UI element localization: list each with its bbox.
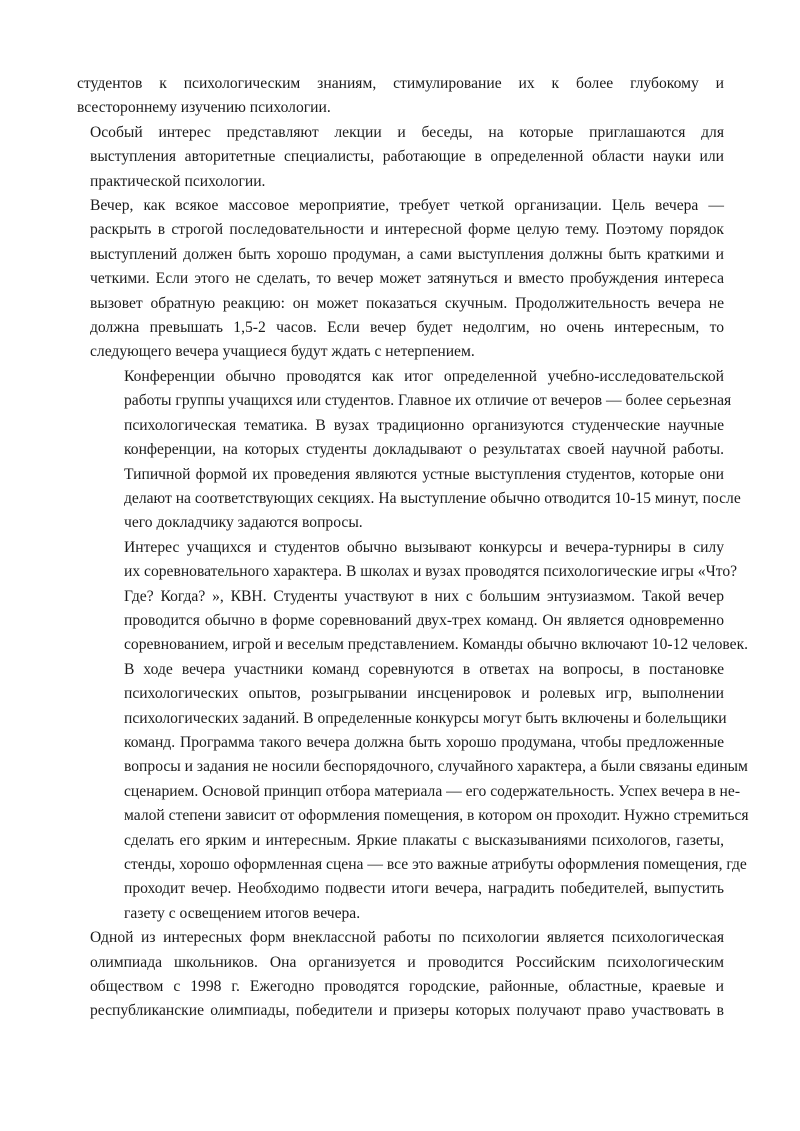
text-line: их соревновательного характера. В школах и вузах проводятся психологические игры «Что? bbox=[124, 563, 738, 581]
text-line: команд. Программа такого вечера должна быть хорошо продумана, чтобы предложенные bbox=[124, 733, 724, 751]
text-line: четкими. Если этого не сделать, то вечер может затянуться и вместо пробуждения интереса bbox=[90, 270, 724, 288]
text-line: Где? Когда? », КВН. Студенты участвуют в них с большим энтузиазмом. Такой вечер bbox=[124, 587, 724, 605]
text-line: выступления авторитетные специалисты, работающие в определенной области науки или bbox=[90, 148, 724, 166]
text-line: психологических опытов, розыгрывании инсценировок и ролевых игр, выполнении bbox=[124, 685, 724, 703]
text-line: газету с освещением итогов вечера. bbox=[124, 904, 361, 922]
text-line: практической психологии. bbox=[90, 172, 266, 190]
paragraph bbox=[77, 365, 741, 536]
paragraph bbox=[77, 121, 724, 194]
text-line: Интерес учащихся и студентов обычно вызывают конкурсы и вечера-турниры в силу bbox=[124, 538, 724, 556]
text-line: чего докладчику задаются вопросы. bbox=[124, 514, 363, 532]
text-line: раскрыть в строгой последовательности и интересной форме целую тему. Поэтому порядок bbox=[90, 221, 724, 239]
text-line: конференции, на которых студенты докладывают о результатах своей научной работы. bbox=[124, 441, 724, 459]
text-line: Одной из интересных форм внеклассной работы по психологии является психологическая bbox=[90, 929, 724, 947]
text-line: следующего вечера учащиеся будут ждать с нетерпением. bbox=[90, 343, 475, 361]
text-line: проводится обычно в форме соревнований двух-трех команд. Он является одновременно bbox=[124, 611, 724, 629]
text-line: обществом с 1998 г. Ежегодно проводятся городские, районные, областные, краевые и bbox=[90, 978, 724, 996]
text-line: Особый интерес представляют лекции и беседы, на которые приглашаются для bbox=[90, 123, 724, 141]
text-line: стенды, хорошо оформленная сцена — все это важные атрибуты оформления помещения, где bbox=[124, 856, 747, 873]
text-line: республиканские олимпиады, победители и призеры которых получают право участвовать в bbox=[90, 1002, 724, 1020]
text-line: В ходе вечера участники команд соревнуются в ответах на вопросы, в постановке bbox=[124, 660, 724, 678]
paragraph bbox=[77, 536, 749, 927]
text-line: Типичной формой их проведения являются устные выступления студентов, которые они bbox=[124, 465, 724, 483]
text-line: вызовет обратную реакцию: он может показаться скучным. Продолжительность вечера не bbox=[90, 294, 724, 312]
text-line: олимпиада школьников. Она организуется и проводится Российским психологическим bbox=[90, 953, 724, 971]
text-line: сделать его ярким и интересным. Яркие плакаты с высказываниями психологов, газеты, bbox=[124, 831, 724, 849]
document-page bbox=[77, 72, 749, 1024]
paragraph bbox=[77, 194, 724, 365]
text-line: психологических заданий. В определенные конкурсы могут быть включены и болельщики bbox=[124, 709, 727, 727]
text-line: Вечер, как всякое массовое мероприятие, требует четкой организации. Цель вечера — bbox=[90, 197, 724, 215]
text-line: проходит вечер. Необходимо подвести итоги вечера, наградить победителей, выпустить bbox=[124, 880, 724, 898]
text-line: всестороннему изучению психологии. bbox=[77, 99, 331, 117]
paragraph bbox=[77, 72, 724, 121]
text-line: делают на соответствующих секциях. На выступление обычно отводится 10-15 минут, после bbox=[124, 489, 741, 507]
text-line: вопросы и задания не носили беспорядочного, случайного характера, а были связаны единым bbox=[124, 758, 748, 776]
text-line: Конференции обычно проводятся как итог определенной учебно-исследовательской bbox=[124, 367, 724, 385]
paragraph bbox=[77, 926, 724, 1024]
text-line: должна превышать 1,5-2 часов. Если вечер будет недолгим, но очень интересным, то bbox=[90, 319, 724, 337]
text-line: работы группы учащихся или студентов. Главное их отличие от вечеров — более серьезная bbox=[124, 392, 732, 410]
text-line: соревнованием, игрой и веселым представлением. Команды обычно включают 10-12 человек. bbox=[124, 636, 749, 654]
text-line: сценарием. Основой принцип отбора материала — его содержательность. Успех вечера в не- bbox=[124, 782, 741, 800]
text-line: выступлений должен быть хорошо продуман, а сами выступления должны быть краткими и bbox=[90, 245, 724, 263]
text-line: малой степени зависит от оформления помещения, в котором он проходит. Нужно стремиться bbox=[124, 807, 749, 825]
text-line: студентов к психологическим знаниям, стимулирование их к более глубокому и bbox=[77, 75, 724, 92]
text-line: психологическая тематика. В вузах традиционно организуются студенческие научные bbox=[124, 416, 724, 434]
